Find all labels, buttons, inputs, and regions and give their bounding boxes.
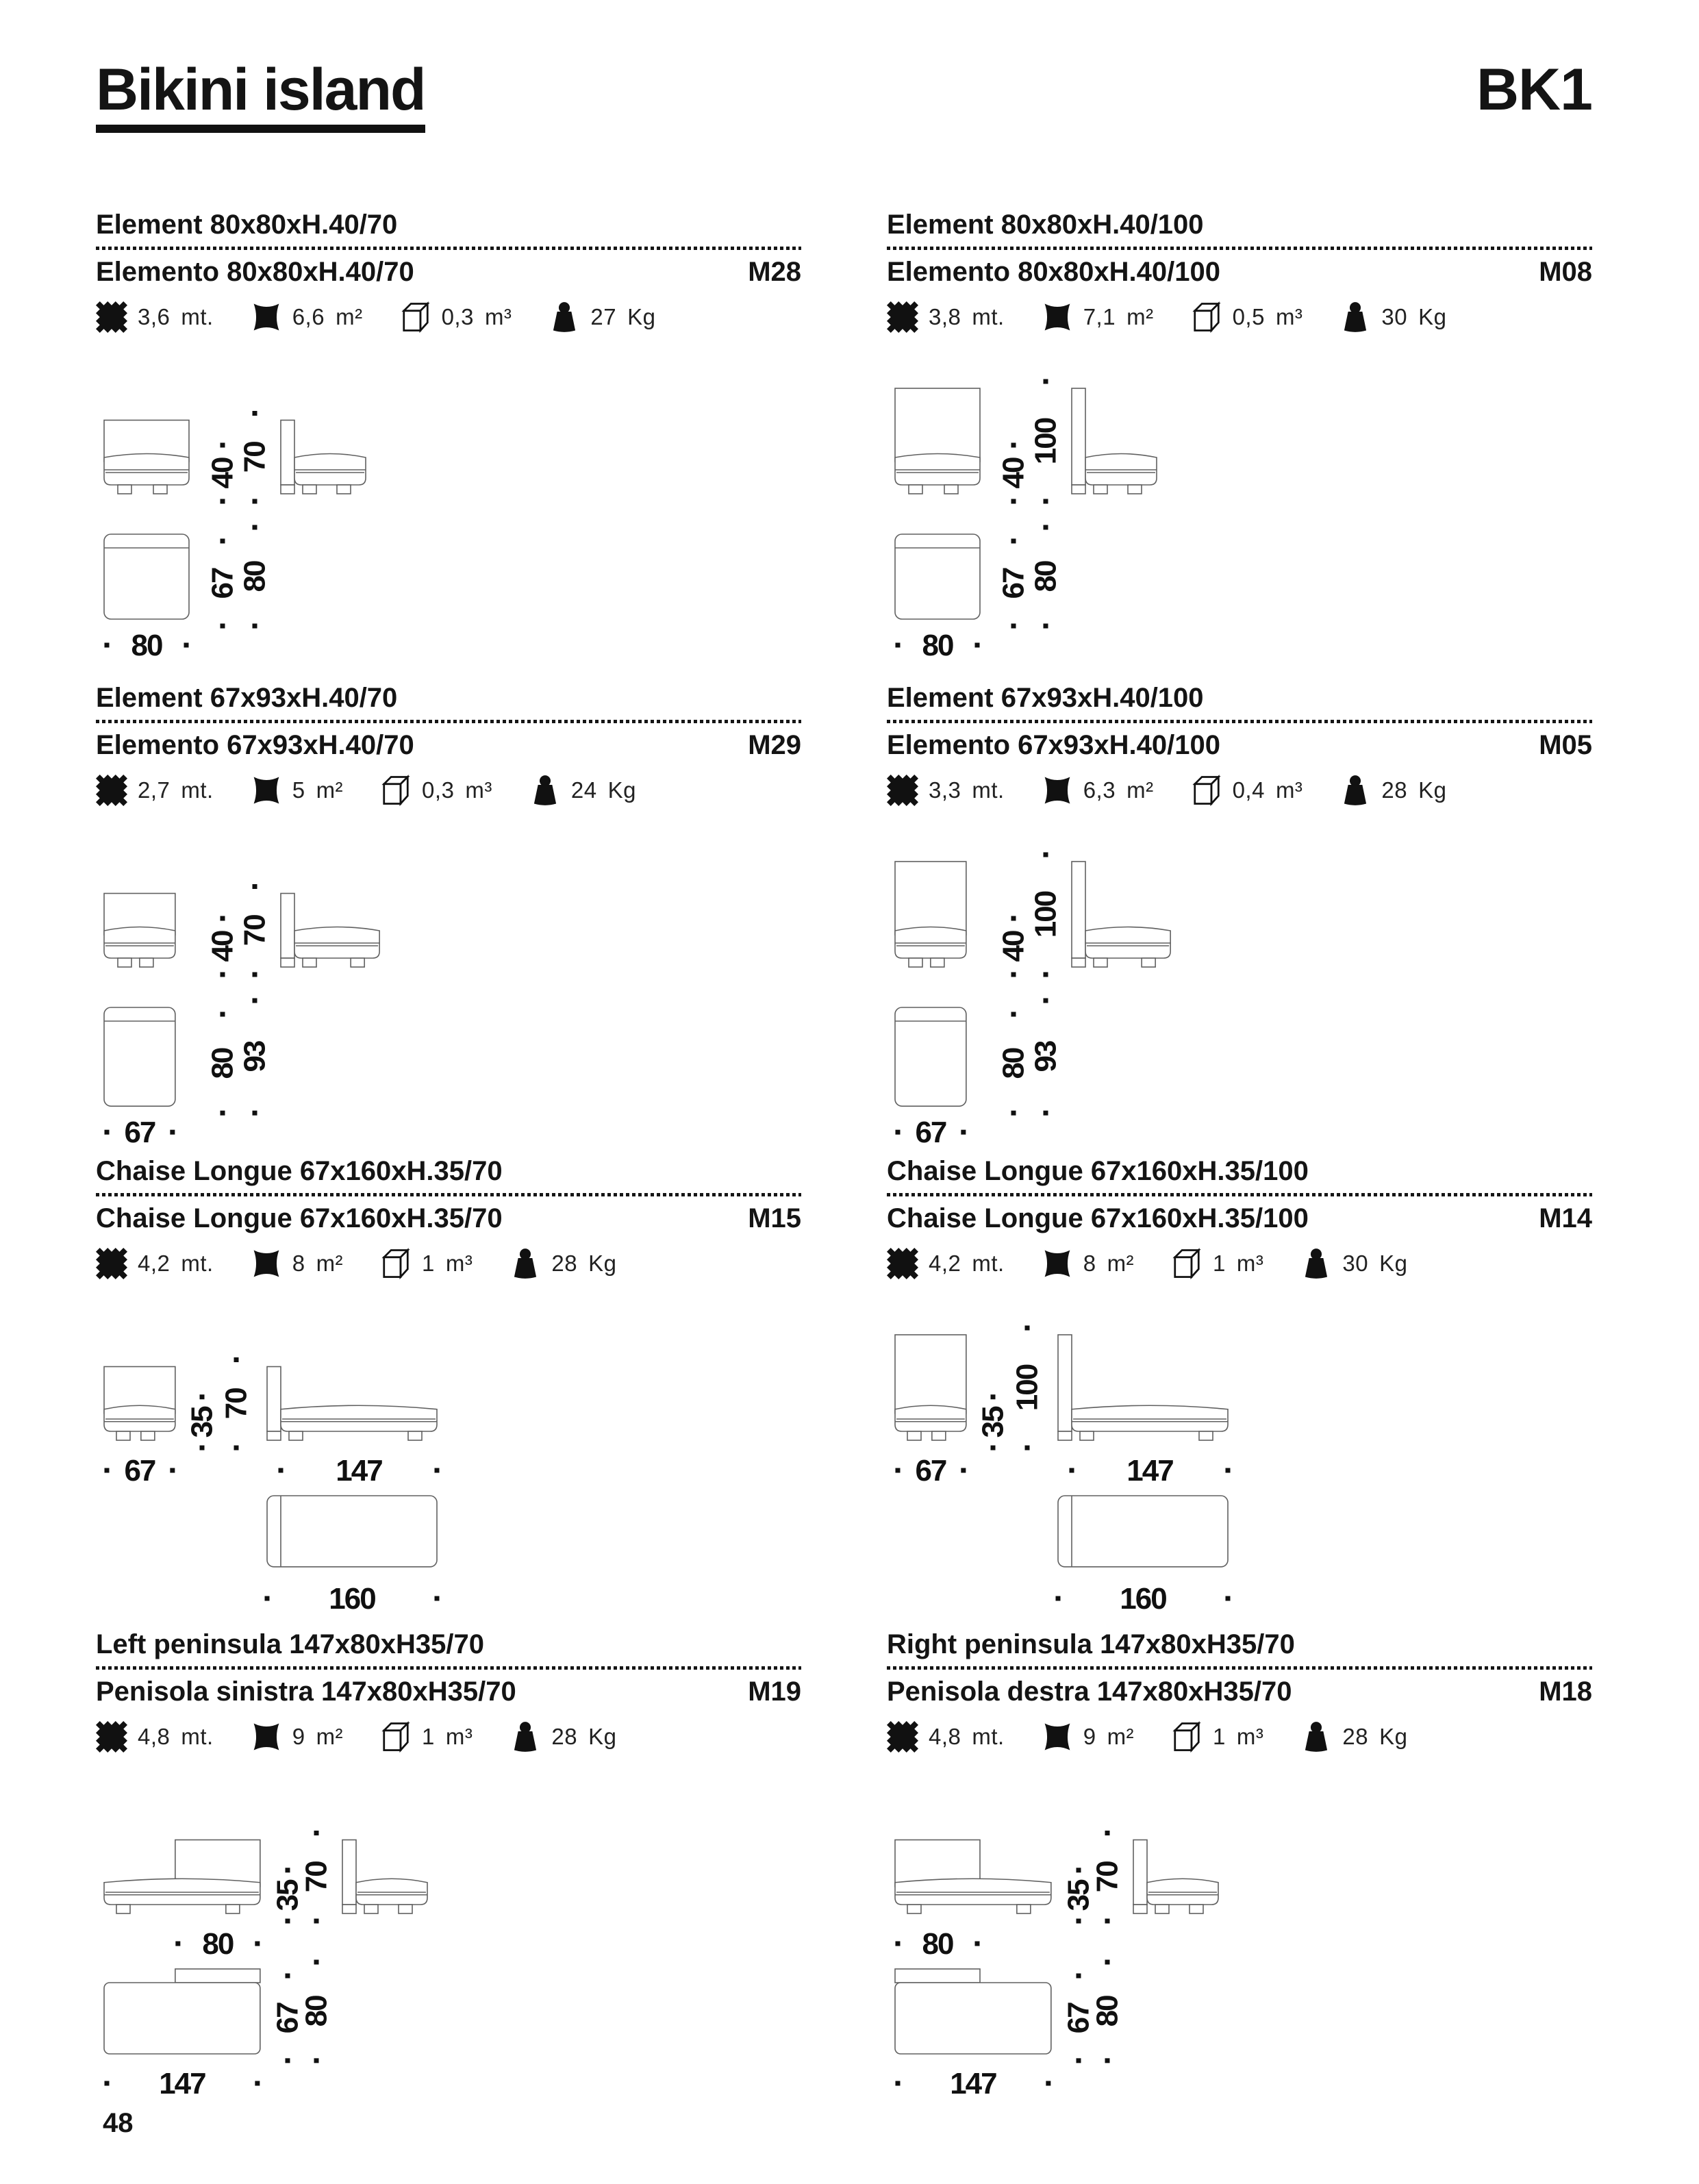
- spec-volume: [1171, 1248, 1263, 1279]
- leather-area-icon: [251, 775, 282, 806]
- spec-value: 8: [1083, 1251, 1096, 1276]
- spec-unit: m²: [1107, 1251, 1135, 1276]
- spec-value: 0,3: [441, 304, 474, 329]
- spec-unit: mt.: [972, 777, 1005, 803]
- spec-value: 1: [422, 1251, 435, 1276]
- spec-value: 3,8: [929, 304, 961, 329]
- fabric-meters-icon: [96, 1721, 127, 1753]
- spec-fabric-length: [96, 1248, 214, 1279]
- leather-area-icon: [251, 1721, 282, 1753]
- fabric-meters-icon: [887, 775, 918, 806]
- dotted-divider: [887, 1193, 1592, 1196]
- spec-fabric-length: [96, 301, 214, 333]
- svg-text:80: 80: [1029, 561, 1063, 592]
- product-code: M08: [1539, 257, 1592, 287]
- product-code: M15: [748, 1203, 801, 1233]
- svg-text:80: 80: [238, 561, 272, 592]
- spec-unit: m²: [316, 1724, 344, 1749]
- spec-value: 8: [292, 1251, 305, 1276]
- spec-value: 4,8: [138, 1724, 171, 1749]
- spec-volume: [400, 301, 512, 333]
- weight-icon: [1300, 1721, 1332, 1753]
- product-module: [96, 210, 801, 677]
- spec-value: 30: [1381, 304, 1408, 329]
- product-code: M29: [748, 730, 801, 760]
- spec-unit: m²: [336, 304, 363, 329]
- spec-unit: m²: [316, 1251, 344, 1276]
- spec-fabric-length: [887, 1248, 1005, 1279]
- spec-leather-area: [251, 1721, 343, 1753]
- product-module: [96, 1629, 801, 2097]
- svg-text:70: 70: [238, 442, 272, 473]
- svg-text:80: 80: [922, 629, 953, 662]
- product-module: [887, 1629, 1592, 2097]
- spec-value: 28: [551, 1251, 578, 1276]
- product-name-it: Elemento 67x93xH.40/70: [96, 730, 414, 760]
- svg-text:40: 40: [205, 931, 240, 962]
- page-title: Bikini island: [96, 60, 425, 133]
- spec-unit: m³: [1236, 1251, 1264, 1276]
- svg-text:93: 93: [1029, 1041, 1063, 1072]
- spec-unit: mt.: [181, 304, 214, 329]
- svg-text:67: 67: [1061, 2003, 1096, 2034]
- product-code: M18: [1539, 1677, 1592, 1707]
- spec-value: 3,3: [929, 777, 961, 803]
- product-name-en: Right peninsula 147x80xH35/70: [887, 1629, 1295, 1659]
- svg-text:147: 147: [950, 2067, 996, 2097]
- svg-text:80: 80: [299, 1996, 333, 2027]
- spec-value: 0,5: [1232, 304, 1265, 329]
- product-module: [887, 1156, 1592, 1624]
- product-name-row: [96, 730, 801, 760]
- spec-value: 28: [551, 1724, 578, 1749]
- spec-leather-area: [251, 775, 343, 806]
- product-name-row: [96, 1203, 801, 1233]
- leather-area-icon: [1042, 1248, 1073, 1279]
- product-name-it: Elemento 80x80xH.40/70: [96, 257, 414, 287]
- product-code: M19: [748, 1677, 801, 1707]
- svg-text:67: 67: [124, 1454, 155, 1488]
- svg-text:35: 35: [1061, 1880, 1096, 1911]
- spec-value: 4,2: [138, 1251, 171, 1276]
- weight-icon: [1339, 775, 1371, 806]
- spec-value: 5: [292, 777, 305, 803]
- spec-fabric-length: [887, 1721, 1005, 1753]
- spec-unit: m³: [1236, 1724, 1264, 1749]
- product-code: M14: [1539, 1203, 1592, 1233]
- spec-value: 4,2: [929, 1251, 961, 1276]
- spec-value: 9: [1083, 1724, 1096, 1749]
- spec-unit: Kg: [588, 1724, 617, 1749]
- svg-text:80: 80: [205, 1048, 240, 1079]
- spec-volume: [1171, 1721, 1263, 1753]
- spec-weight: [529, 775, 636, 806]
- spec-volume: [1191, 775, 1303, 806]
- dotted-divider: [96, 1193, 801, 1196]
- spec-unit: m²: [1127, 777, 1154, 803]
- spec-leather-area: [1042, 775, 1154, 806]
- product-grid: [96, 210, 1592, 2097]
- spec-value: 4,8: [929, 1724, 961, 1749]
- product-code: M28: [748, 257, 801, 287]
- spec-value: 0,4: [1232, 777, 1265, 803]
- dotted-divider: [96, 1666, 801, 1670]
- product-name-it: Penisola sinistra 147x80xH35/70: [96, 1677, 516, 1707]
- product-name-it: Elemento 67x93xH.40/100: [887, 730, 1220, 760]
- spec-unit: m²: [316, 777, 344, 803]
- spec-value: 9: [292, 1724, 305, 1749]
- spec-unit: mt.: [972, 304, 1005, 329]
- svg-text:147: 147: [336, 1454, 382, 1488]
- product-module: [96, 1156, 801, 1624]
- svg-text:80: 80: [996, 1048, 1031, 1079]
- spec-fabric-length: [96, 775, 214, 806]
- weight-icon: [509, 1248, 541, 1279]
- svg-text:100: 100: [1029, 418, 1063, 465]
- spec-value: 0,3: [422, 777, 455, 803]
- svg-text:40: 40: [205, 457, 240, 489]
- product-module: [887, 210, 1592, 677]
- product-name-row: [96, 257, 801, 287]
- spec-unit: m²: [1127, 304, 1154, 329]
- spec-value: 3,6: [138, 304, 171, 329]
- spec-leather-area: [251, 1248, 343, 1279]
- svg-text:100: 100: [1029, 891, 1063, 938]
- dotted-divider: [96, 247, 801, 250]
- spec-unit: m²: [1107, 1724, 1135, 1749]
- spec-row: [887, 773, 1592, 808]
- spec-row: [96, 299, 801, 335]
- technical-drawing: [96, 1287, 801, 1624]
- spec-unit: Kg: [627, 304, 656, 329]
- spec-value: 2,7: [138, 777, 171, 803]
- spec-weight: [1300, 1248, 1407, 1279]
- svg-text:160: 160: [1120, 1582, 1166, 1616]
- product-code: M05: [1539, 730, 1592, 760]
- leather-area-icon: [1042, 1721, 1073, 1753]
- weight-icon: [549, 301, 580, 333]
- volume-box-icon: [1171, 1248, 1203, 1279]
- product-name-en: Element 67x93xH.40/100: [887, 683, 1204, 713]
- fabric-meters-icon: [887, 1721, 918, 1753]
- volume-box-icon: [380, 1248, 412, 1279]
- spec-value: 1: [1213, 1251, 1226, 1276]
- spec-value: 1: [1213, 1724, 1226, 1749]
- spec-value: 6,6: [292, 304, 325, 329]
- weight-icon: [509, 1721, 541, 1753]
- spec-leather-area: [1042, 301, 1154, 333]
- spec-value: 24: [570, 777, 597, 803]
- product-name-row: [887, 730, 1592, 760]
- spec-value: 28: [1381, 777, 1408, 803]
- product-name-en: Chaise Longue 67x160xH.35/100: [887, 1156, 1309, 1186]
- spec-weight: [509, 1721, 616, 1753]
- spec-unit: Kg: [1379, 1724, 1408, 1749]
- svg-text:67: 67: [205, 568, 240, 599]
- svg-text:93: 93: [238, 1041, 272, 1072]
- product-name-en: Element 67x93xH.40/70: [96, 683, 398, 713]
- svg-text:70: 70: [1090, 1861, 1124, 1893]
- spec-weight: [509, 1248, 616, 1279]
- volume-box-icon: [380, 775, 412, 806]
- product-name-it: Chaise Longue 67x160xH.35/100: [887, 1203, 1309, 1233]
- spec-weight: [1339, 301, 1446, 333]
- product-name-row: [96, 1677, 801, 1707]
- leather-area-icon: [251, 301, 282, 333]
- spec-value: 30: [1342, 1251, 1369, 1276]
- page-number: 48: [103, 2108, 134, 2138]
- spec-weight: [1339, 775, 1446, 806]
- technical-drawing: [96, 1760, 801, 2097]
- svg-text:80: 80: [922, 1927, 953, 1961]
- spec-unit: mt.: [972, 1251, 1005, 1276]
- spec-value: 7,1: [1083, 304, 1116, 329]
- svg-text:40: 40: [996, 457, 1031, 489]
- dotted-divider: [887, 247, 1592, 250]
- spec-volume: [380, 775, 492, 806]
- spec-fabric-length: [96, 1721, 214, 1753]
- technical-drawing: [96, 814, 801, 1151]
- svg-text:80: 80: [202, 1927, 234, 1961]
- svg-text:67: 67: [996, 568, 1031, 599]
- spec-leather-area: [251, 301, 363, 333]
- spec-volume: [380, 1248, 473, 1279]
- svg-text:67: 67: [915, 1116, 946, 1150]
- spec-row: [96, 773, 801, 808]
- spec-unit: m³: [1275, 304, 1303, 329]
- product-name-it: Elemento 80x80xH.40/100: [887, 257, 1220, 287]
- svg-text:35: 35: [185, 1407, 219, 1438]
- spec-value: 27: [590, 304, 617, 329]
- spec-unit: mt.: [181, 1724, 214, 1749]
- technical-drawing: [887, 340, 1592, 677]
- svg-text:35: 35: [976, 1407, 1010, 1438]
- svg-text:67: 67: [124, 1116, 155, 1150]
- volume-box-icon: [1171, 1721, 1203, 1753]
- technical-drawing: [887, 814, 1592, 1151]
- svg-text:80: 80: [1090, 1996, 1124, 2027]
- spec-row: [887, 299, 1592, 335]
- spec-unit: mt.: [181, 1251, 214, 1276]
- svg-text:160: 160: [329, 1582, 375, 1616]
- svg-text:67: 67: [270, 2003, 305, 2034]
- svg-text:67: 67: [915, 1454, 946, 1488]
- spec-row: [887, 1719, 1592, 1755]
- weight-icon: [1339, 301, 1371, 333]
- product-name-row: [887, 257, 1592, 287]
- technical-drawing: [887, 1760, 1592, 2097]
- fabric-meters-icon: [96, 775, 127, 806]
- spec-unit: mt.: [181, 777, 214, 803]
- spec-fabric-length: [887, 301, 1005, 333]
- fabric-meters-icon: [887, 1248, 918, 1279]
- spec-volume: [380, 1721, 473, 1753]
- fabric-meters-icon: [96, 1248, 127, 1279]
- product-name-row: [887, 1203, 1592, 1233]
- leather-area-icon: [1042, 301, 1073, 333]
- svg-text:147: 147: [159, 2067, 205, 2097]
- spec-unit: m³: [465, 777, 492, 803]
- product-name-en: Chaise Longue 67x160xH.35/70: [96, 1156, 503, 1186]
- spec-unit: m³: [445, 1251, 473, 1276]
- spec-weight: [549, 301, 655, 333]
- product-module: [96, 683, 801, 1151]
- spec-row: [96, 1719, 801, 1755]
- spec-fabric-length: [887, 775, 1005, 806]
- spec-unit: Kg: [1418, 304, 1447, 329]
- spec-unit: m³: [484, 304, 512, 329]
- svg-text:100: 100: [1010, 1364, 1044, 1411]
- technical-drawing: [96, 340, 801, 677]
- volume-box-icon: [1191, 775, 1222, 806]
- svg-text:70: 70: [238, 915, 272, 946]
- spec-unit: Kg: [1379, 1251, 1408, 1276]
- volume-box-icon: [1191, 301, 1222, 333]
- spec-unit: m³: [1275, 777, 1303, 803]
- product-name-en: Left peninsula 147x80xH35/70: [96, 1629, 484, 1659]
- spec-row: [887, 1246, 1592, 1281]
- weight-icon: [1300, 1248, 1332, 1279]
- svg-text:80: 80: [131, 629, 162, 662]
- technical-drawing: [887, 1287, 1592, 1624]
- spec-unit: Kg: [607, 777, 636, 803]
- dotted-divider: [96, 720, 801, 723]
- product-name-row: [887, 1677, 1592, 1707]
- spec-unit: mt.: [972, 1724, 1005, 1749]
- leather-area-icon: [251, 1248, 282, 1279]
- spec-volume: [1191, 301, 1303, 333]
- svg-text:35: 35: [270, 1880, 305, 1911]
- dotted-divider: [887, 1666, 1592, 1670]
- spec-row: [96, 1246, 801, 1281]
- spec-leather-area: [1042, 1248, 1134, 1279]
- spec-weight: [1300, 1721, 1407, 1753]
- volume-box-icon: [400, 301, 431, 333]
- svg-text:70: 70: [299, 1861, 333, 1893]
- spec-value: 1: [422, 1724, 435, 1749]
- leather-area-icon: [1042, 775, 1073, 806]
- svg-text:40: 40: [996, 931, 1031, 962]
- spec-unit: m³: [445, 1724, 473, 1749]
- model-code: BK1: [1476, 57, 1592, 123]
- svg-text:147: 147: [1127, 1454, 1173, 1488]
- fabric-meters-icon: [96, 301, 127, 333]
- spec-leather-area: [1042, 1721, 1134, 1753]
- product-module: [887, 683, 1592, 1151]
- spec-value: 28: [1342, 1724, 1369, 1749]
- spec-value: 6,3: [1083, 777, 1116, 803]
- page-header: [96, 57, 1592, 133]
- weight-icon: [529, 775, 561, 806]
- svg-text:70: 70: [219, 1388, 253, 1420]
- product-name-en: Element 80x80xH.40/100: [887, 210, 1204, 240]
- product-name-it: Penisola destra 147x80xH35/70: [887, 1677, 1292, 1707]
- volume-box-icon: [380, 1721, 412, 1753]
- product-name-en: Element 80x80xH.40/70: [96, 210, 398, 240]
- dotted-divider: [887, 720, 1592, 723]
- spec-unit: Kg: [588, 1251, 617, 1276]
- fabric-meters-icon: [887, 301, 918, 333]
- spec-unit: Kg: [1418, 777, 1447, 803]
- product-name-it: Chaise Longue 67x160xH.35/70: [96, 1203, 503, 1233]
